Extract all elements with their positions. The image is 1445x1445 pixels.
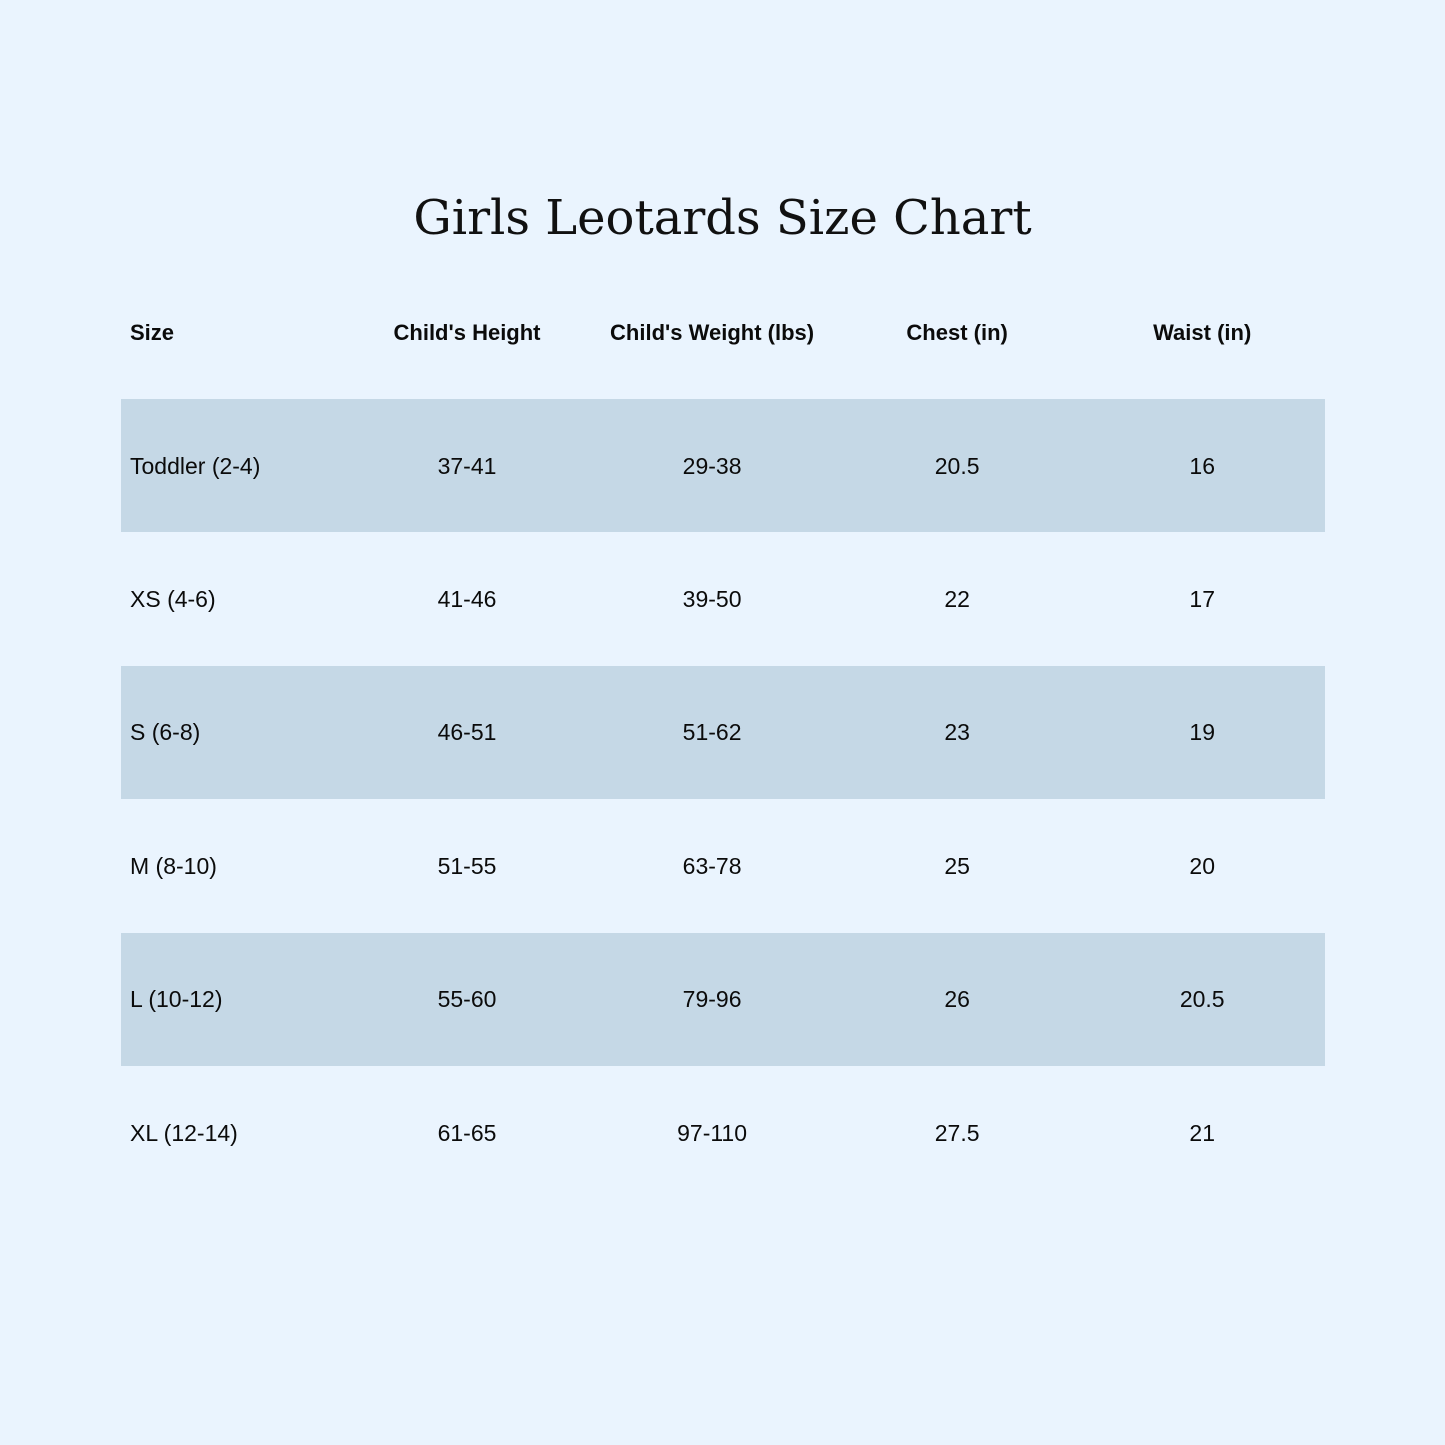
header-chest: Chest (in) — [906, 320, 1008, 345]
cell-waist: 19 — [1189, 719, 1215, 746]
cell-waist: 21 — [1189, 1119, 1215, 1146]
header-waist: Waist (in) — [1153, 320, 1252, 345]
table-row — [121, 666, 1325, 799]
cell-chest: 23 — [944, 719, 970, 746]
cell-weight: 97-110 — [677, 1119, 748, 1146]
cell-weight: 51-62 — [682, 719, 742, 746]
table-row — [121, 399, 1325, 532]
table-row — [121, 1066, 1325, 1199]
cell-size: Toddler (2-4) — [130, 452, 261, 479]
cell-weight: 79-96 — [682, 986, 742, 1013]
cell-size: XS (4-6) — [130, 586, 216, 613]
size-chart-table — [121, 266, 1325, 1199]
cell-chest: 20.5 — [934, 452, 980, 479]
cell-waist: 20.5 — [1179, 986, 1225, 1013]
cell-weight: 39-50 — [682, 586, 742, 613]
table-header-row — [121, 266, 1325, 399]
cell-size: L (10-12) — [130, 986, 223, 1013]
cell-waist: 20 — [1189, 852, 1215, 879]
cell-height: 51-55 — [437, 852, 497, 879]
table-row — [121, 933, 1325, 1066]
cell-height: 55-60 — [437, 986, 497, 1013]
table-row — [121, 532, 1325, 665]
page-title: Girls Leotards Size Chart — [413, 190, 1032, 246]
cell-height: 37-41 — [437, 452, 497, 479]
cell-waist: 17 — [1189, 586, 1215, 613]
cell-size: XL (12-14) — [130, 1119, 238, 1146]
cell-waist: 16 — [1189, 452, 1215, 479]
cell-chest: 25 — [944, 852, 970, 879]
cell-chest: 22 — [944, 586, 970, 613]
cell-height: 61-65 — [437, 1119, 497, 1146]
cell-height: 46-51 — [437, 719, 497, 746]
cell-weight: 29-38 — [682, 452, 742, 479]
cell-size: S (6-8) — [130, 719, 201, 746]
cell-chest: 27.5 — [934, 1119, 980, 1146]
table-row — [121, 799, 1325, 932]
cell-size: M (8-10) — [130, 852, 217, 879]
cell-weight: 63-78 — [682, 852, 742, 879]
header-size: Size — [130, 320, 175, 345]
header-weight: Child's Weight (lbs) — [610, 320, 815, 345]
header-height: Child's Height — [393, 320, 541, 345]
cell-chest: 26 — [944, 986, 970, 1013]
cell-height: 41-46 — [437, 586, 497, 613]
